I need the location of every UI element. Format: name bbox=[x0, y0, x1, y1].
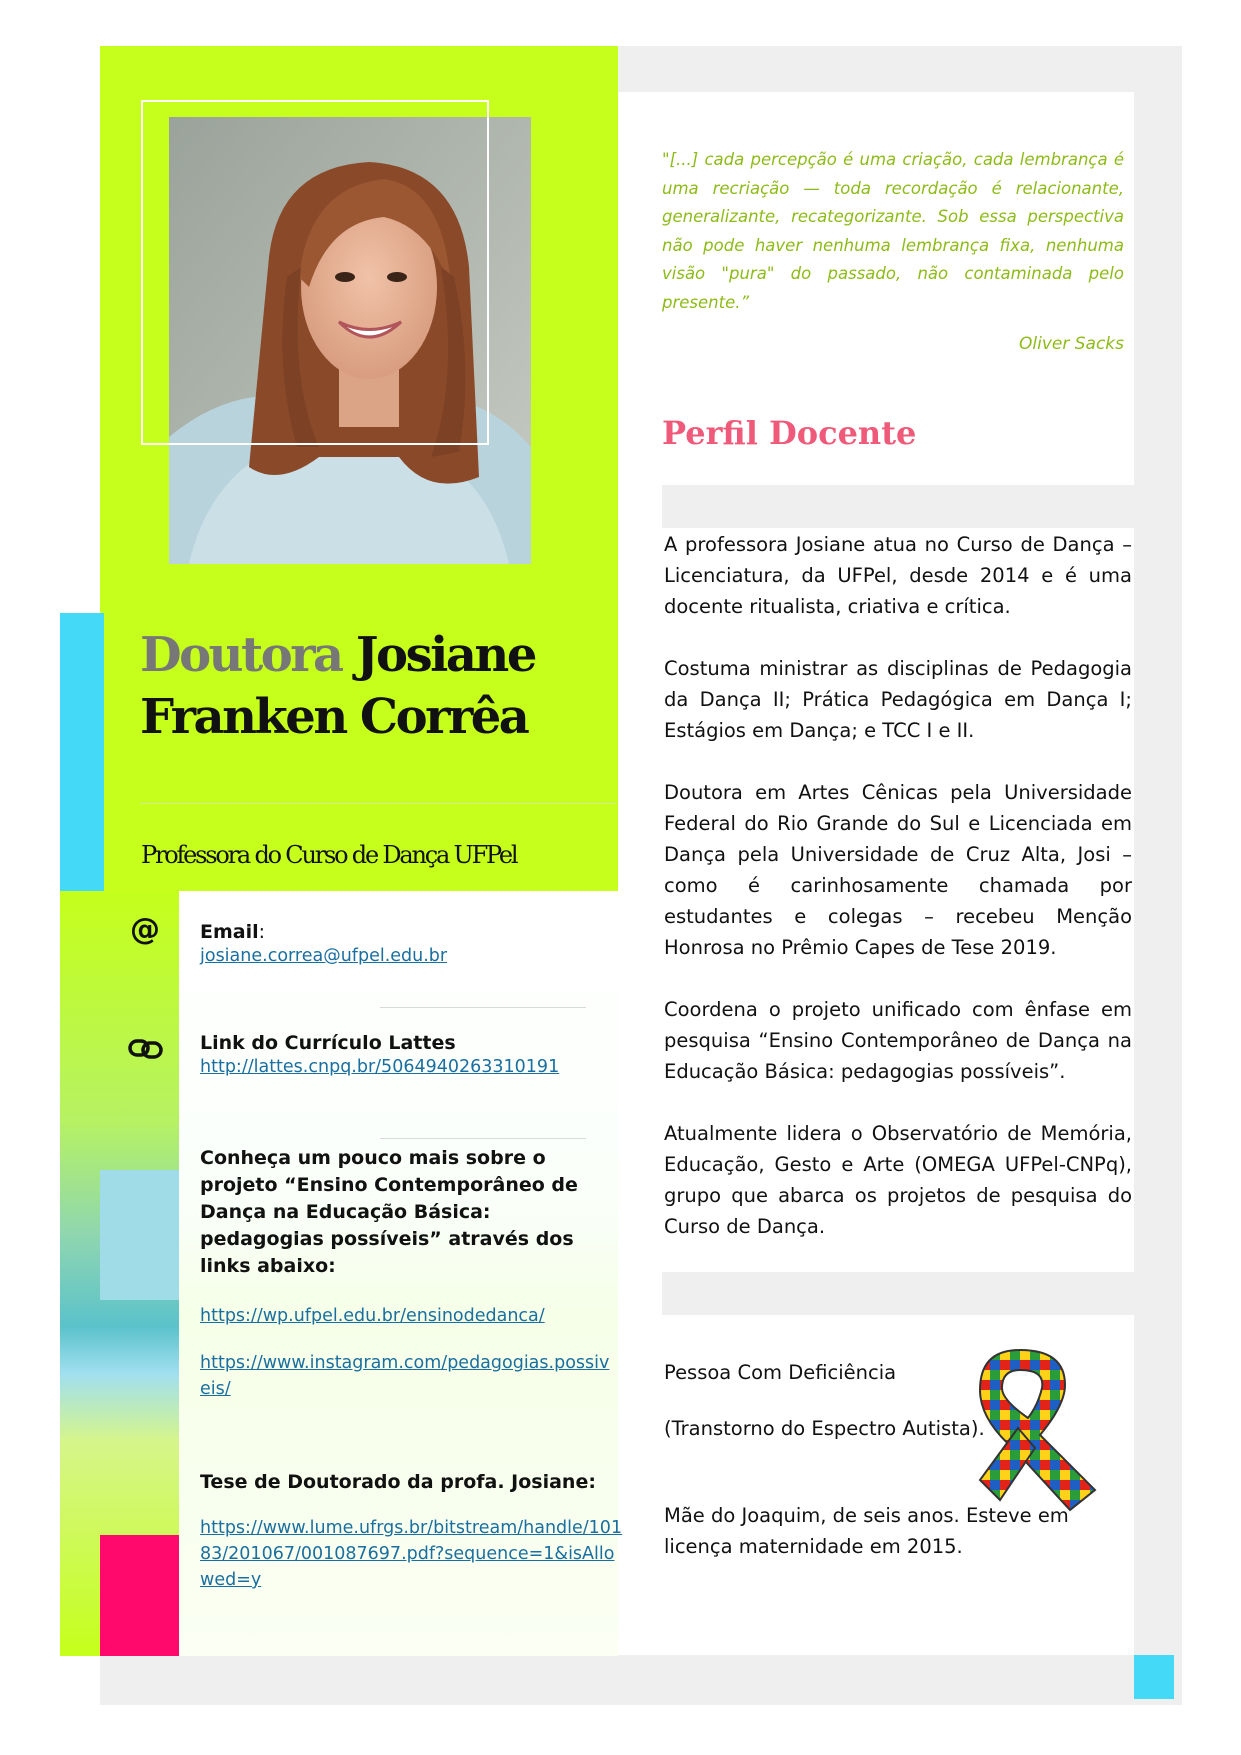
cyan-accent-bar bbox=[60, 613, 104, 891]
at-icon: @ bbox=[130, 912, 160, 947]
thesis-label: Tese de Doutorado da profa. Josiane: bbox=[200, 1471, 596, 1493]
project-site-link[interactable]: https://wp.ufpel.edu.br/ensinodedanca/ bbox=[200, 1306, 545, 1326]
name-main: Josiane Franken Corrêa bbox=[140, 627, 535, 745]
profile-paragraph-1: A professora Josiane atua no Curso de Dança – Licenciatura, da UFPel, desde 2014 e é uma docente ritualista, criativa e crítica. bbox=[664, 533, 1132, 618]
job-subtitle: Professora do Curso de Dança UFPel bbox=[141, 841, 517, 869]
person-name bbox=[140, 624, 600, 748]
contact-separator bbox=[380, 1138, 586, 1139]
chain-link-icon bbox=[128, 1035, 164, 1070]
autism-awareness-ribbon-icon bbox=[960, 1340, 1110, 1520]
name-divider bbox=[140, 803, 616, 804]
name-prefix: Doutora bbox=[140, 627, 342, 683]
lattes-section bbox=[200, 1032, 600, 1080]
profile-paragraph-3: Doutora em Artes Cênicas pela Universidade Federal do Rio Grande do Sul e Licenciada em Dança pela Universidade de Cruz Alta, Josi – como é carinhosamente chamada por estudantes e colegas – recebeu Menção Honrosa no Prêmio Capes de Tese 2019. bbox=[664, 781, 1132, 959]
email-label-text: Email bbox=[200, 921, 259, 943]
teal-accent-block bbox=[100, 1170, 179, 1300]
thesis-link[interactable]: https://www.lume.ufrgs.br/bitstream/handle/10183/201067/001087697.pdf?sequence=1&isAllowed=y bbox=[200, 1518, 623, 1590]
section-title: Perfil Docente bbox=[662, 414, 917, 452]
email-link[interactable]: josiane.correa@ufpel.edu.br bbox=[200, 946, 448, 966]
profile-paragraph-4: Coordena o projeto unificado com ênfase em pesquisa “Ensino Contemporâneo de Dança na Educação Básica: pedagogias possíveis”. bbox=[664, 998, 1132, 1083]
section-bar bbox=[662, 1272, 1134, 1315]
instagram-link[interactable]: https://www.instagram.com/pedagogias.possiveis/ bbox=[200, 1353, 610, 1399]
pink-accent-block bbox=[100, 1535, 179, 1656]
contact-separator bbox=[380, 1007, 586, 1008]
project-intro: Conheça um pouco mais sobre o projeto “Ensino Contemporâneo de Dança na Educação Básica: pedagogias possíveis” através dos links abaixo: bbox=[200, 1147, 578, 1277]
section-bar bbox=[662, 485, 1134, 528]
lattes-link[interactable]: http://lattes.cnpq.br/5064940263310191 bbox=[200, 1057, 560, 1077]
profile-paragraph-2: Costuma ministrar as disciplinas de Pedagogia da Dança II; Prática Pedagógica em Dança I; Estágios em Dança; e TCC I e II. bbox=[664, 657, 1132, 742]
disability-detail: (Transtorno do Espectro Autista). bbox=[664, 1417, 985, 1440]
email-label bbox=[200, 921, 600, 943]
email-label-colon: : bbox=[258, 921, 266, 943]
epigraph-quote: "[...] cada percepção é uma criação, cada lembrança é uma recriação — toda recordação é relacionante, generalizante, recategorizante. Sob essa perspectiva não pode haver nenhuma lembrança fixa, nenhuma visão "pura" do passado, não contaminada pelo presente.” bbox=[662, 150, 1124, 312]
disability-text: Pessoa Com Deficiência bbox=[664, 1361, 897, 1384]
quote-author: Oliver Sacks bbox=[1019, 334, 1124, 354]
photo-frame-outline bbox=[141, 100, 489, 445]
email-section bbox=[200, 921, 600, 969]
profile-paragraph-5: Atualmente lidera o Observatório de Memória, Educação, Gesto e Arte (OMEGA UFPel-CNPq), grupo que abarca os projetos de pesquisa do Curso de Dança. bbox=[664, 1122, 1132, 1238]
lattes-label: Link do Currículo Lattes bbox=[200, 1032, 456, 1054]
family-text: Mãe do Joaquim, de seis anos. Esteve em licença maternidade em 2015. bbox=[664, 1504, 1069, 1558]
cyan-corner-block bbox=[1134, 1655, 1174, 1699]
bottom-band bbox=[100, 1655, 1134, 1701]
